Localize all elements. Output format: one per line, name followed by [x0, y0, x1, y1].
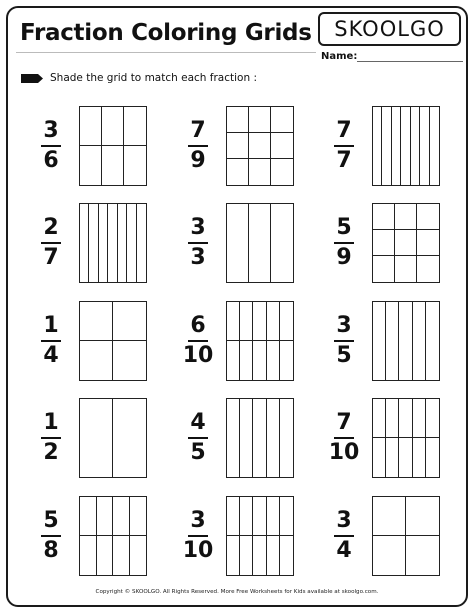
grid-cell[interactable]: [267, 302, 280, 341]
grid-cell[interactable]: [227, 133, 249, 159]
fraction-problem: [181, 398, 311, 478]
fraction: [34, 301, 68, 381]
shading-grid[interactable]: [226, 398, 294, 478]
grid-cell[interactable]: [113, 536, 130, 575]
header-divider: [16, 52, 316, 53]
grid-cell[interactable]: [373, 204, 395, 230]
shading-grid[interactable]: [79, 398, 147, 478]
shading-grid[interactable]: [79, 496, 147, 576]
fraction: [327, 203, 361, 283]
grid-cell[interactable]: [417, 230, 439, 256]
grid-cell[interactable]: [267, 341, 280, 380]
grid-cell[interactable]: [108, 204, 117, 282]
grid-cell[interactable]: [430, 107, 439, 185]
grid-cell[interactable]: [267, 399, 280, 477]
grid-cell[interactable]: [373, 107, 382, 185]
fraction: [181, 398, 215, 478]
shading-grid[interactable]: [79, 301, 147, 381]
grid-cell[interactable]: [80, 341, 113, 380]
grid-cell[interactable]: [227, 497, 240, 536]
shading-grid[interactable]: [372, 203, 440, 283]
grid-cell[interactable]: [80, 399, 113, 477]
grid-cell[interactable]: [127, 204, 136, 282]
shading-grid[interactable]: [226, 106, 294, 186]
fraction-denominator: 6: [43, 148, 59, 173]
grid-cell[interactable]: [124, 107, 146, 146]
grid-cell[interactable]: [80, 107, 102, 146]
fraction-numerator: 2: [43, 215, 59, 240]
fraction: [327, 398, 361, 478]
grid-cell[interactable]: [280, 302, 293, 341]
grid-cell[interactable]: [227, 399, 240, 477]
fraction-problem: [327, 106, 457, 186]
grid-cell[interactable]: [382, 107, 391, 185]
fraction-numerator: 3: [190, 215, 206, 240]
fraction-numerator: 5: [43, 508, 59, 533]
fraction: [34, 496, 68, 576]
grid-cell[interactable]: [386, 399, 399, 438]
fraction: [181, 496, 215, 576]
fraction: [181, 203, 215, 283]
fraction-denominator: 10: [328, 440, 360, 465]
grid-cell[interactable]: [417, 256, 439, 282]
grid-cell[interactable]: [240, 536, 253, 575]
name-label: Name:: [321, 51, 358, 62]
grid-cell[interactable]: [392, 107, 401, 185]
grid-cell[interactable]: [97, 497, 114, 536]
grid-cell[interactable]: [373, 302, 386, 380]
grid-cell[interactable]: [137, 204, 146, 282]
grid-cell[interactable]: [118, 204, 127, 282]
grid-cell[interactable]: [253, 302, 266, 341]
grid-cell[interactable]: [413, 302, 426, 380]
grid-cell[interactable]: [253, 536, 266, 575]
fraction-numerator: 1: [43, 410, 59, 435]
fraction-problem: [34, 496, 164, 576]
fraction-bar: [41, 340, 61, 342]
shading-grid[interactable]: [79, 203, 147, 283]
grid-cell[interactable]: [113, 302, 146, 341]
fraction-denominator: 9: [336, 245, 352, 270]
grid-cell[interactable]: [271, 133, 293, 159]
fraction-problem: [181, 106, 311, 186]
grid-cell[interactable]: [80, 497, 97, 536]
grid-cell[interactable]: [240, 399, 253, 477]
fraction-numerator: 6: [190, 313, 206, 338]
fraction-problem: [327, 301, 457, 381]
grid-cell[interactable]: [124, 146, 146, 185]
grid-cell[interactable]: [386, 438, 399, 477]
grid-cell[interactable]: [373, 497, 406, 536]
fraction-denominator: 10: [182, 538, 214, 563]
grid-cell[interactable]: [411, 107, 420, 185]
fraction-bar: [188, 145, 208, 147]
grid-cell[interactable]: [271, 107, 293, 133]
fraction-problem: [327, 398, 457, 478]
fraction: [34, 106, 68, 186]
fraction: [181, 106, 215, 186]
grid-cell[interactable]: [399, 438, 412, 477]
fraction-numerator: 1: [43, 313, 59, 338]
grid-cell[interactable]: [240, 497, 253, 536]
fraction-denominator: 3: [190, 245, 206, 270]
grid-cell[interactable]: [280, 497, 293, 536]
fraction-denominator: 5: [190, 440, 206, 465]
fraction-denominator: 4: [43, 343, 59, 368]
fraction-denominator: 5: [336, 343, 352, 368]
fraction-problem: [34, 106, 164, 186]
fraction: [34, 203, 68, 283]
grid-cell[interactable]: [113, 341, 146, 380]
grid-cell[interactable]: [249, 107, 271, 133]
grid-cell[interactable]: [102, 107, 124, 146]
grid-cell[interactable]: [227, 536, 240, 575]
grid-cell[interactable]: [80, 536, 97, 575]
fraction-problem: [327, 496, 457, 576]
grid-cell[interactable]: [399, 399, 412, 438]
fraction-bar: [334, 242, 354, 244]
grid-cell[interactable]: [386, 302, 399, 380]
fraction-numerator: 3: [336, 313, 352, 338]
fraction-problem: [34, 398, 164, 478]
grid-cell[interactable]: [395, 256, 417, 282]
fraction-denominator: 4: [336, 538, 352, 563]
fraction-numerator: 3: [43, 118, 59, 143]
fraction: [327, 106, 361, 186]
grid-cell[interactable]: [373, 256, 395, 282]
grid-cell[interactable]: [267, 536, 280, 575]
grid-cell[interactable]: [401, 107, 410, 185]
fraction-bar: [334, 535, 354, 537]
fraction-problem: [181, 203, 311, 283]
fraction: [327, 301, 361, 381]
grid-cell[interactable]: [426, 399, 439, 438]
grid-cell[interactable]: [395, 204, 417, 230]
fraction-problem: [34, 203, 164, 283]
grid-cell[interactable]: [420, 107, 429, 185]
fraction-numerator: 4: [190, 410, 206, 435]
grid-cell[interactable]: [227, 341, 240, 380]
grid-cell[interactable]: [97, 536, 114, 575]
shading-grid[interactable]: [372, 398, 440, 478]
fraction-bar: [41, 535, 61, 537]
grid-cell[interactable]: [413, 399, 426, 438]
grid-cell[interactable]: [80, 204, 89, 282]
grid-cell[interactable]: [271, 204, 293, 282]
grid-cell[interactable]: [373, 536, 406, 575]
fraction: [181, 301, 215, 381]
fraction-denominator: 7: [43, 245, 59, 270]
fraction-bar: [334, 145, 354, 147]
grid-cell[interactable]: [271, 159, 293, 185]
grid-cell[interactable]: [249, 159, 271, 185]
grid-cell[interactable]: [80, 146, 102, 185]
shading-grid[interactable]: [226, 203, 294, 283]
grid-cell[interactable]: [227, 107, 249, 133]
grid-cell[interactable]: [89, 204, 98, 282]
grid-cell[interactable]: [426, 438, 439, 477]
fraction-denominator: 2: [43, 440, 59, 465]
grid-cell[interactable]: [249, 204, 271, 282]
fraction-bar: [334, 340, 354, 342]
grid-cell[interactable]: [413, 438, 426, 477]
grid-cell[interactable]: [249, 133, 271, 159]
grid-cell[interactable]: [253, 497, 266, 536]
shading-grid[interactable]: [372, 496, 440, 576]
shading-grid[interactable]: [79, 106, 147, 186]
shading-grid[interactable]: [372, 301, 440, 381]
fraction-numerator: 5: [336, 215, 352, 240]
name-field-line: [357, 61, 463, 62]
fraction-denominator: 9: [190, 148, 206, 173]
arrow-tag-icon: [21, 74, 43, 83]
fraction-problem: [327, 203, 457, 283]
fraction-bar: [188, 535, 208, 537]
fraction-bar: [334, 437, 354, 439]
grid-cell[interactable]: [227, 159, 249, 185]
grid-cell[interactable]: [280, 341, 293, 380]
grid-cell[interactable]: [373, 230, 395, 256]
fraction-numerator: 7: [336, 410, 352, 435]
grid-cell[interactable]: [399, 302, 412, 380]
grid-cell[interactable]: [253, 399, 266, 477]
grid-cell[interactable]: [280, 399, 293, 477]
fraction-bar: [41, 437, 61, 439]
grid-cell[interactable]: [102, 146, 124, 185]
grid-cell[interactable]: [395, 230, 417, 256]
fraction-bar: [188, 437, 208, 439]
fraction-numerator: 3: [190, 508, 206, 533]
brand-logo: SKOOLGO: [318, 12, 461, 46]
fraction: [34, 398, 68, 478]
grid-cell[interactable]: [373, 399, 386, 438]
grid-cell[interactable]: [113, 399, 146, 477]
grid-cell[interactable]: [373, 438, 386, 477]
grid-cell[interactable]: [280, 536, 293, 575]
fraction-problem: [34, 301, 164, 381]
fraction: [327, 496, 361, 576]
fraction-problem: [181, 496, 311, 576]
grid-cell[interactable]: [80, 302, 113, 341]
grid-cell[interactable]: [113, 497, 130, 536]
worksheet-title: Fraction Coloring Grids: [20, 20, 312, 46]
grid-cell[interactable]: [240, 341, 253, 380]
grid-cell[interactable]: [253, 341, 266, 380]
fraction-bar: [41, 145, 61, 147]
grid-cell[interactable]: [240, 302, 253, 341]
shading-grid[interactable]: [226, 301, 294, 381]
grid-cell[interactable]: [130, 536, 147, 575]
grid-cell[interactable]: [417, 204, 439, 230]
fraction-denominator: 10: [182, 343, 214, 368]
grid-cell[interactable]: [406, 536, 439, 575]
fraction-bar: [41, 242, 61, 244]
fraction-denominator: 7: [336, 148, 352, 173]
fraction-denominator: 8: [43, 538, 59, 563]
shading-grid[interactable]: [372, 106, 440, 186]
instructions-text: Shade the grid to match each fraction :: [50, 72, 257, 84]
fraction-numerator: 7: [336, 118, 352, 143]
grid-cell[interactable]: [227, 302, 240, 341]
grid-cell[interactable]: [227, 204, 249, 282]
shading-grid[interactable]: [226, 496, 294, 576]
copyright-footer: Copyright © SKOOLGO. All Rights Reserved. More Free Worksheets for Kids available at skoolgo.com.: [95, 589, 379, 595]
grid-cell[interactable]: [267, 497, 280, 536]
fraction-problem: [181, 301, 311, 381]
fraction-bar: [188, 242, 208, 244]
grid-cell[interactable]: [130, 497, 147, 536]
grid-cell[interactable]: [99, 204, 108, 282]
fraction-numerator: 7: [190, 118, 206, 143]
fraction-numerator: 3: [336, 508, 352, 533]
fraction-bar: [188, 340, 208, 342]
grid-cell[interactable]: [406, 497, 439, 536]
grid-cell[interactable]: [426, 302, 439, 380]
